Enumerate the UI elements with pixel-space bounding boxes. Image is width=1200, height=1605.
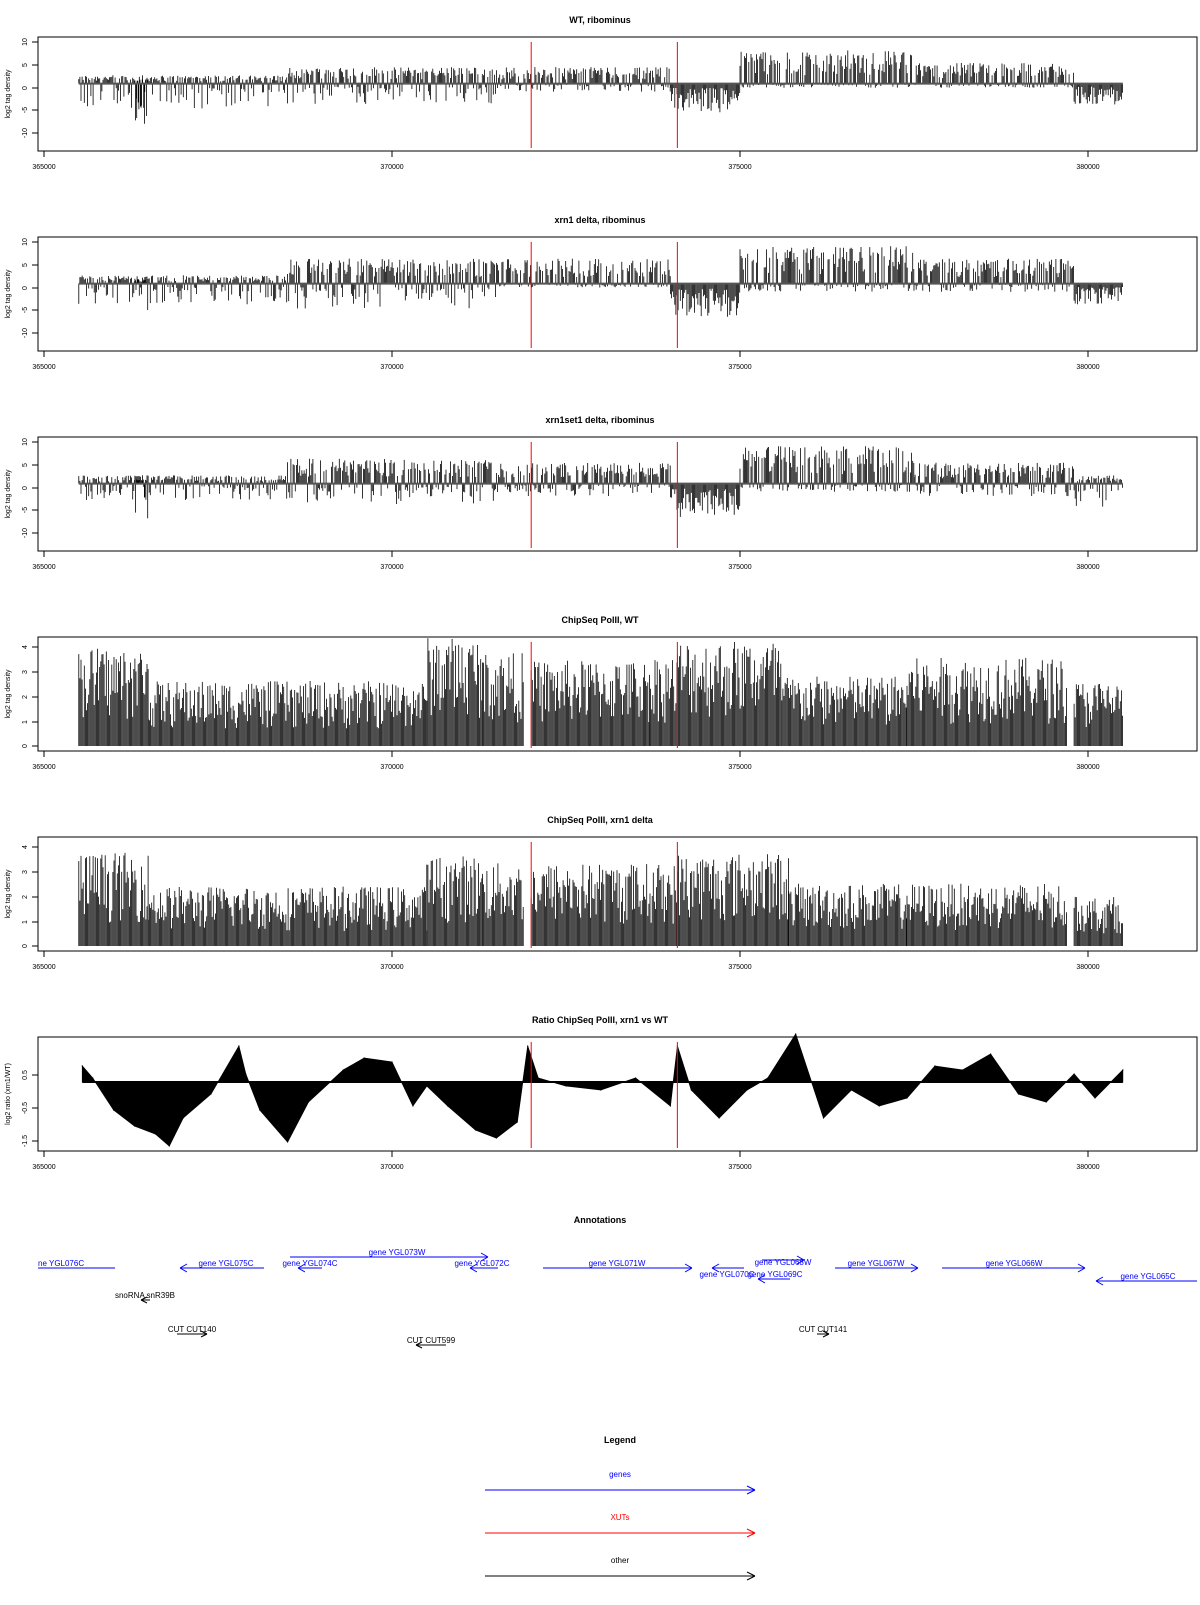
data-layer — [79, 442, 1123, 548]
feature-label: gene YGL070C — [699, 1270, 755, 1279]
ratio-point — [879, 1105, 880, 1106]
ratio-point — [447, 1105, 448, 1106]
plot-frame — [38, 37, 1197, 151]
ratio-point — [600, 1089, 601, 1090]
y-tick-label: -10 — [22, 327, 29, 339]
panel-wt-ribominus — [5, 15, 1197, 171]
ratio-point — [155, 1133, 156, 1134]
feature-label: gene YGL075C — [198, 1259, 254, 1268]
ratio-point — [990, 1053, 991, 1054]
gene-feature — [454, 1259, 509, 1272]
x-tick-label: 365000 — [32, 964, 56, 971]
x-tick-label: 380000 — [1076, 364, 1100, 371]
y-axis-label: log2 tag density — [5, 869, 12, 919]
gene-feature — [747, 1270, 802, 1283]
ratio-point — [1018, 1093, 1019, 1094]
y-tick-label: 2 — [22, 895, 29, 899]
legend — [485, 1435, 755, 1580]
ratio-point — [364, 1057, 365, 1058]
x-ticks — [32, 1151, 1099, 1171]
gene-feature — [755, 1256, 812, 1267]
y-tick-label: 4 — [22, 845, 29, 849]
y-tick-label: 2 — [22, 695, 29, 699]
ratio-point — [691, 1089, 692, 1090]
plot-frame — [38, 437, 1197, 551]
y-tick-label: 1 — [22, 720, 29, 724]
x-tick-label: 380000 — [1076, 564, 1100, 571]
panel-title: WT, ribominus — [569, 15, 631, 25]
x-tick-label: 380000 — [1076, 164, 1100, 171]
y-tick-label: 5 — [22, 63, 29, 67]
annotations-title: Annotations — [573, 1215, 627, 1225]
feature-label: gene YGL073W — [368, 1248, 426, 1257]
ratio-point — [82, 1065, 83, 1066]
gene-feature — [543, 1259, 692, 1272]
y-tick-label: -5 — [22, 306, 29, 314]
legend-item-xuts — [485, 1513, 755, 1537]
y-tick-label: 10 — [22, 38, 29, 46]
feature-label: CUT CUT141 — [798, 1325, 848, 1334]
x-tick-label: 375000 — [728, 164, 752, 171]
panel-ratio-chipseq — [5, 1015, 1197, 1171]
feature-label: gene YGL074C — [282, 1259, 338, 1268]
ratio-point — [538, 1077, 539, 1078]
panel-chipseq-wt — [5, 615, 1197, 771]
ratio-point — [238, 1045, 239, 1046]
ratio-point — [496, 1137, 497, 1138]
ratio-point — [113, 1109, 114, 1110]
y-tick-label: 0 — [22, 944, 29, 948]
ratio-point — [92, 1077, 93, 1078]
gene-feature — [942, 1259, 1085, 1272]
y-tick-label: -10 — [22, 527, 29, 539]
panel-title: ChipSeq PolII, xrn1 delta — [547, 815, 653, 825]
x-tick-label: 375000 — [728, 1164, 752, 1171]
annotations-section — [38, 1215, 1197, 1348]
y-tick-label: 0.5 — [22, 1070, 29, 1080]
x-ticks — [32, 751, 1099, 771]
y-axis-label: log2 tag density — [5, 269, 12, 319]
y-tick-label: -5 — [22, 506, 29, 514]
y-tick-label: 0 — [22, 86, 29, 90]
data-layer — [79, 242, 1123, 348]
ratio-point — [475, 1129, 476, 1130]
legend-item-other — [485, 1556, 755, 1580]
ratio-point — [719, 1117, 720, 1118]
y-ticks — [22, 38, 38, 138]
y-tick-label: 3 — [22, 870, 29, 874]
other-feature — [799, 1325, 848, 1337]
y-axis-label: log2 ratio (xrn1/WT) — [5, 1063, 12, 1125]
ratio-point — [183, 1117, 184, 1118]
ratio-point — [851, 1089, 852, 1090]
other-feature — [407, 1336, 456, 1348]
ratio-point — [746, 1089, 747, 1090]
feature-label: gene YGL067W — [847, 1259, 905, 1268]
ratio-point — [308, 1101, 309, 1102]
y-axis-label: log2 tag density — [5, 469, 12, 519]
ratio-point — [391, 1061, 392, 1062]
x-ticks — [32, 151, 1099, 171]
legend-label: other — [610, 1556, 630, 1565]
y-tick-label: -5 — [22, 106, 29, 114]
x-tick-label: 375000 — [728, 764, 752, 771]
legend-label: XUTs — [610, 1513, 630, 1522]
x-tick-label: 370000 — [380, 764, 404, 771]
x-tick-label: 365000 — [32, 364, 56, 371]
y-tick-label: 3 — [22, 670, 29, 674]
ratio-point — [670, 1105, 671, 1106]
data-layer — [79, 42, 1123, 148]
x-tick-label: 370000 — [380, 364, 404, 371]
ratio-point — [210, 1093, 211, 1094]
x-tick-label: 375000 — [728, 964, 752, 971]
feature-label: gene YGL066W — [985, 1259, 1043, 1268]
feature-label: ne YGL076C — [38, 1259, 85, 1268]
y-tick-label: 4 — [22, 645, 29, 649]
ratio-point — [906, 1097, 907, 1098]
ratio-point — [426, 1085, 427, 1086]
x-tick-label: 380000 — [1076, 1164, 1100, 1171]
feature-label: gene YGL069C — [747, 1270, 803, 1279]
other-feature — [168, 1325, 217, 1337]
ratio-point — [565, 1085, 566, 1086]
ratio-point — [517, 1121, 518, 1122]
y-tick-label: 0 — [22, 286, 29, 290]
x-tick-label: 370000 — [380, 1164, 404, 1171]
ratio-area — [82, 1034, 1123, 1146]
y-tick-label: -1.5 — [22, 1134, 29, 1148]
ratio-point — [1122, 1069, 1123, 1070]
ratio-point — [962, 1069, 963, 1070]
y-ticks — [22, 438, 38, 538]
ratio-point — [412, 1105, 413, 1106]
x-tick-label: 365000 — [32, 764, 56, 771]
ratio-point — [169, 1145, 170, 1146]
y-tick-label: 10 — [22, 438, 29, 446]
y-axis-label: log2 tag density — [5, 69, 12, 119]
y-tick-label: 10 — [22, 238, 29, 246]
y-tick-label: 0 — [22, 486, 29, 490]
x-tick-label: 380000 — [1076, 964, 1100, 971]
gene-feature — [282, 1259, 337, 1272]
panel-title: xrn1 delta, ribominus — [554, 215, 646, 225]
y-ticks — [22, 238, 38, 338]
legend-item-genes — [485, 1470, 755, 1494]
feature-label: gene YGL071W — [588, 1259, 646, 1268]
ratio-point — [343, 1069, 344, 1070]
ratio-point — [635, 1077, 636, 1078]
x-tick-label: 370000 — [380, 164, 404, 171]
gene-feature — [180, 1259, 264, 1272]
x-tick-label: 375000 — [728, 564, 752, 571]
ratio-point — [259, 1109, 260, 1110]
feature-label: snoRNA snR39B — [114, 1291, 176, 1300]
y-tick-label: 5 — [22, 263, 29, 267]
gene-feature — [38, 1259, 115, 1268]
x-tick-label: 370000 — [380, 564, 404, 571]
y-tick-label: -10 — [22, 127, 29, 139]
ratio-point — [527, 1045, 528, 1046]
x-tick-label: 365000 — [32, 1164, 56, 1171]
ratio-point — [1046, 1101, 1047, 1102]
ratio-point — [134, 1125, 135, 1126]
data-layer — [82, 1033, 1124, 1148]
data-layer — [79, 842, 1123, 948]
feature-label: CUT CUT599 — [406, 1336, 456, 1345]
x-tick-label: 365000 — [32, 564, 56, 571]
gene-feature — [1096, 1272, 1197, 1285]
ratio-point — [245, 1073, 246, 1074]
y-tick-label: 0 — [22, 744, 29, 748]
panel-chipseq-xrn1 — [5, 815, 1197, 971]
x-ticks — [32, 951, 1099, 971]
ratio-point — [1094, 1097, 1095, 1098]
y-tick-label: -0.5 — [22, 1101, 29, 1115]
y-ticks — [22, 645, 38, 748]
y-axis-label: log2 tag density — [5, 669, 12, 719]
ratio-point — [823, 1117, 824, 1118]
ratio-point — [795, 1033, 796, 1034]
x-tick-label: 370000 — [380, 964, 404, 971]
data-layer — [79, 638, 1123, 748]
feature-label: CUT CUT140 — [167, 1325, 217, 1334]
ratio-point — [934, 1065, 935, 1066]
panel-xrn1-delta-ribominus — [5, 215, 1197, 371]
panel-title: ChipSeq PolII, WT — [561, 615, 639, 625]
panel-xrn1set1-delta-ribominus — [5, 415, 1197, 571]
y-ticks — [22, 845, 38, 948]
x-tick-label: 380000 — [1076, 764, 1100, 771]
feature-label: gene YGL068W — [754, 1258, 812, 1267]
other-feature — [115, 1291, 175, 1303]
feature-label: gene YGL065C — [1120, 1272, 1176, 1281]
x-tick-label: 365000 — [32, 164, 56, 171]
ratio-point — [1074, 1073, 1075, 1074]
y-ticks — [22, 1070, 38, 1147]
legend-title: Legend — [603, 1435, 637, 1445]
y-tick-label: 5 — [22, 463, 29, 467]
ratio-point — [767, 1077, 768, 1078]
feature-label: gene YGL072C — [454, 1259, 510, 1268]
legend-label: genes — [609, 1470, 631, 1479]
panel-title: Ratio ChipSeq PolII, xrn1 vs WT — [531, 1015, 669, 1025]
ratio-point — [287, 1141, 288, 1142]
x-ticks — [32, 551, 1099, 571]
gene-feature — [699, 1264, 754, 1279]
y-tick-label: 1 — [22, 920, 29, 924]
gene-feature — [835, 1259, 918, 1272]
panel-title: xrn1set1 delta, ribominus — [545, 415, 655, 425]
x-tick-label: 375000 — [728, 364, 752, 371]
x-ticks — [32, 351, 1099, 371]
